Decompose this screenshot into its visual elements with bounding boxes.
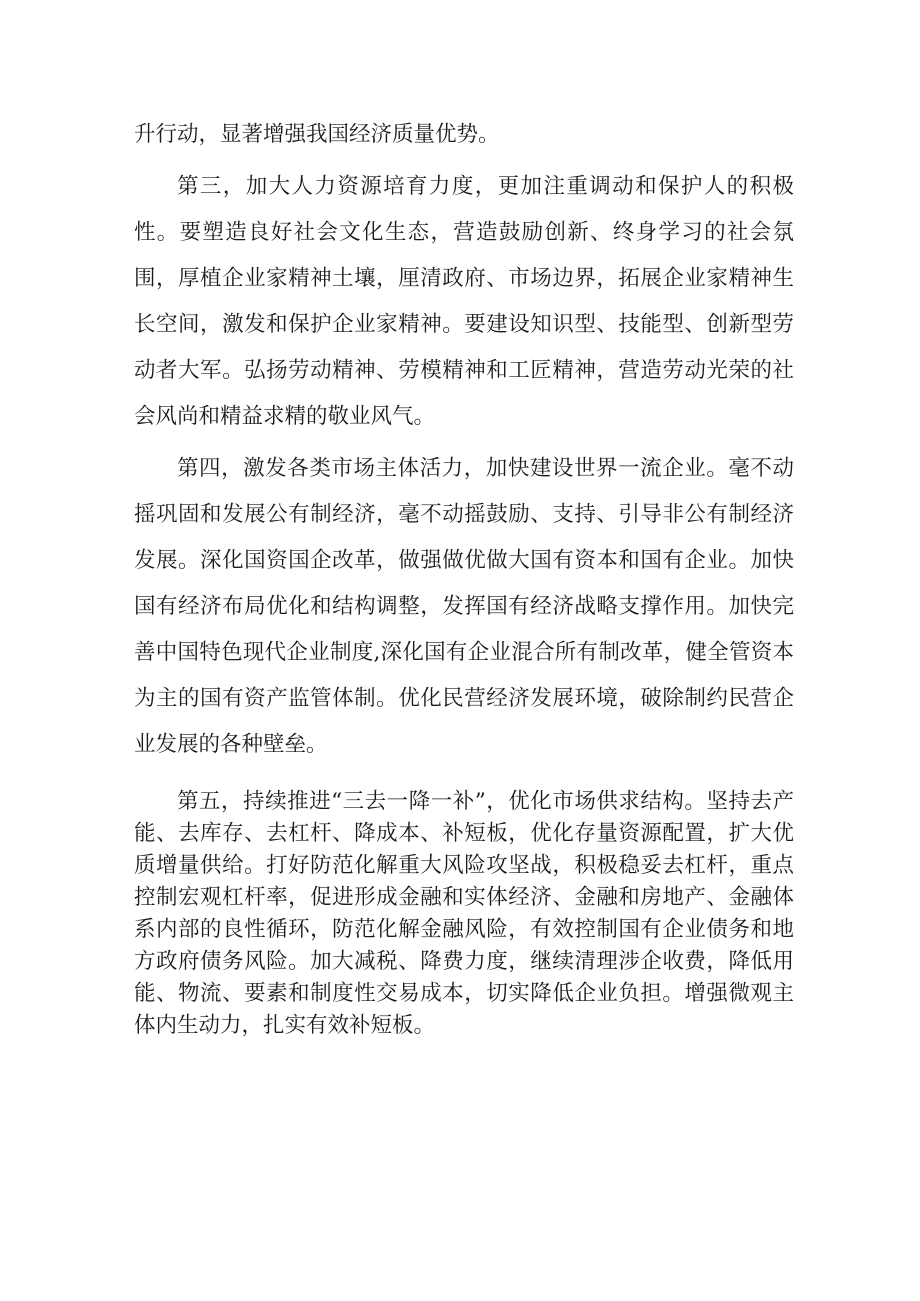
paragraph-fourth-point: 第四，激发各类市场主体活力，加快建设世界一流企业。毫不动摇巩固和发展公有制经济，毫不动摇鼓励、支持、引导非公有制经济发展。深化国资国企改革，做强做优做大国有资本和国有企业。加快国有经济布局优化和结构调整，发挥国有经济战略支撑作用。加快完善中国特色现代企业制度,深化国有企业混合所有制改革，健全管资本为主的国有资产监管体制。优化民营经济发展环境，破除制约民营企业发展的各种壁垒。	[134, 456, 794, 757]
document-body	[134, 112, 794, 1042]
paragraph-third-point: 第三，加大人力资源培育力度，更加注重调动和保护人的积极性。要塑造良好社会文化生态，营造鼓励创新、终身学习的社会氛围，厚植企业家精神土壤，厘清政府、市场边界，拓展企业家精神生长空间，激发和保护企业家精神。要建设知识型、技能型、创新型劳动者大军。弘扬劳动精神、劳模精神和工匠精神，营造劳动光荣的社会风尚和精益求精的敬业风气。	[134, 174, 794, 429]
paragraph-continuation: 升行动，显著增强我国经济质量优势。	[134, 122, 500, 147]
paragraph-fifth-point: 第五，持续推进“三去一降一补”，优化市场供求结构。坚持去产能、去库存、去杠杆、降成本、补短板，优化存量资源配置，扩大优质增量供给。打好防范化解重大风险攻坚战，积极稳妥去杠杆，重点控制宏观杠杆率，促进形成金融和实体经济、金融和房地产、金融体系内部的良性循环，防范化解金融风险，有效控制国有企业债务和地方政府债务风险。加大减税、降费力度，继续清理涉企收费，降低用能、物流、要素和制度性交易成本，切实降低企业负担。增强微观主体内生动力，扎实有效补短板。	[134, 789, 794, 1038]
